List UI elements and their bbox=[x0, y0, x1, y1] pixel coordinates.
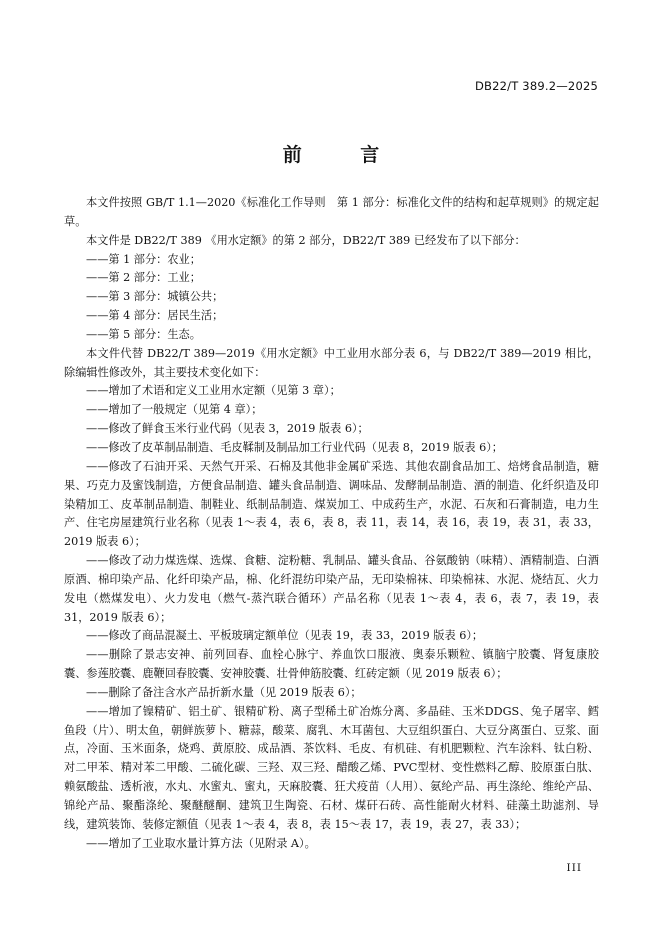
list-item: ——增加了术语和定义工业用水定额（见第 3 章）； bbox=[86, 384, 341, 398]
list-item: ——增加了工业取水量计算方法（见附录 A）。 bbox=[86, 836, 316, 850]
page-title: 前 言 bbox=[282, 144, 406, 166]
paragraph: 本文件是 DB22/T 389 《用水定额》的第 2 部分，DB22/T 389 已经发布了以下部分： bbox=[86, 233, 526, 247]
page-number: III bbox=[566, 862, 582, 874]
list-item: ——第 5 部分：生态。 bbox=[86, 327, 201, 341]
list-item: ——删除了景志安神、前列回春、血栓心脉宁、养血饮口服液、奥泰乐颗粒、镇脑宁胶囊、肾复康胶囊、参莲胶囊、鹿鞭回春胶囊、安神胶囊、壮骨伸筋胶囊、红砖定额（见 2019 版表 6）； bbox=[64, 648, 599, 681]
list-item: ——修改了石油开采、天然气开采、石棉及其他非金属矿采选、其他农副食品加工、焙烤食品制造，糖果、巧克力及蜜饯制造，方便食品制造、罐头食品制造、调味品、发酵制品制造、酒的制造、化纤织造及印染精加工、皮革制品制造、制鞋业、纸制品制造、煤炭加工、中成药生产，水泥、石灰和石膏制造，电力生产、住宅房屋建筑行业名称（见表 1～表 4，表 6，表 8，表 11，表 14，表 16，表 19，表 31，表 33，2019 版表 6）； bbox=[64, 459, 599, 549]
list-item: ——修改了皮革制品制造、毛皮鞣制及制品加工行业代码（见表 8，2019 版表 6）； bbox=[86, 440, 503, 454]
list-item: ——第 4 部分：居民生活； bbox=[86, 309, 224, 323]
list-item: ——修改了鲜食玉米行业代码（见表 3，2019 版表 6）； bbox=[86, 422, 369, 436]
paragraph: 本文件按照 GB/T 1.1—2020《标准化工作导则 第 1 部分：标准化文件的结构和起草规则》的规定起草。 bbox=[64, 196, 599, 228]
list-item: ——修改了动力煤选煤、选煤、食糖、淀粉糖、乳制品、罐头食品、谷氨酸钠（味精）、酒精制造、白酒原酒、棉印染产品、化纤印染产品，棉、化纤混纺印染产品，无印染棉袜、印染棉袜、水泥、烧结瓦、火力发电（燃煤发电）、火力发电（燃气-蒸汽联合循环）产品名称（见表 1～表 4，表 6，表 7，表 19，表 31，2019 版表 6）； bbox=[64, 554, 599, 624]
list-item: ——第 2 部分：工业； bbox=[86, 271, 201, 285]
list-item: ——增加了一般规定（见第 4 章）； bbox=[86, 403, 263, 417]
list-item: ——删除了备注含水产品折新水量（见 2019 版表 6）； bbox=[86, 685, 362, 699]
document-code: DB22/T 389.2—2025 bbox=[474, 79, 598, 93]
list-item: ——修改了商品混凝土、平板玻璃定额单位（见表 19，表 33，2019 版表 6）； bbox=[86, 629, 484, 643]
list-item: ——第 3 部分：城镇公共； bbox=[86, 290, 224, 304]
paragraph: 本文件代替 DB22/T 389—2019《用水定额》中工业用水部分表 6，与 DB22/T 389—2019 相比，除编辑性修改外，其主要技术变化如下： bbox=[64, 346, 599, 379]
list-item: ——增加了镍精矿、铝土矿、银精矿粉、离子型稀土矿冶炼分离、多晶硅、玉米DDGS、兔子屠宰、鳕鱼段（片）、明太鱼，朝鲜族萝卜、糖蒜，酸菜、腐乳、木耳菌包、大豆组织蛋白、大豆分离蛋白、豆浆、面点，冷面、玉米面条，烧鸡、黄原胶、成品酒、茶饮料、毛皮、有机硅、有机肥颗粒、汽车涂料、钛白粉、对二甲苯、精对苯二甲酸、二硫化碳、三羟、双三羟、醋酸乙烯、PVC型材、变性燃料乙醇、胶原蛋白肽、赖氨酸盐、透析液，水丸、水蜜丸、蜜丸，天麻胶囊、狂犬疫苗（人用）、氨纶产品、再生涤纶、维纶产品、锦纶产品、聚酯涤纶、聚醚醚酮、建筑卫生陶瓷、石材、煤矸石砖、高性能耐火材料、硅藻土助滤剂、导线，建筑装饰、装修定额值（见表 1～表 4，表 8，表 15～表 17，表 19，表 27，表 33）； bbox=[64, 704, 599, 831]
list-item: ——第 1 部分：农业； bbox=[86, 252, 201, 266]
preface-body bbox=[64, 194, 599, 854]
